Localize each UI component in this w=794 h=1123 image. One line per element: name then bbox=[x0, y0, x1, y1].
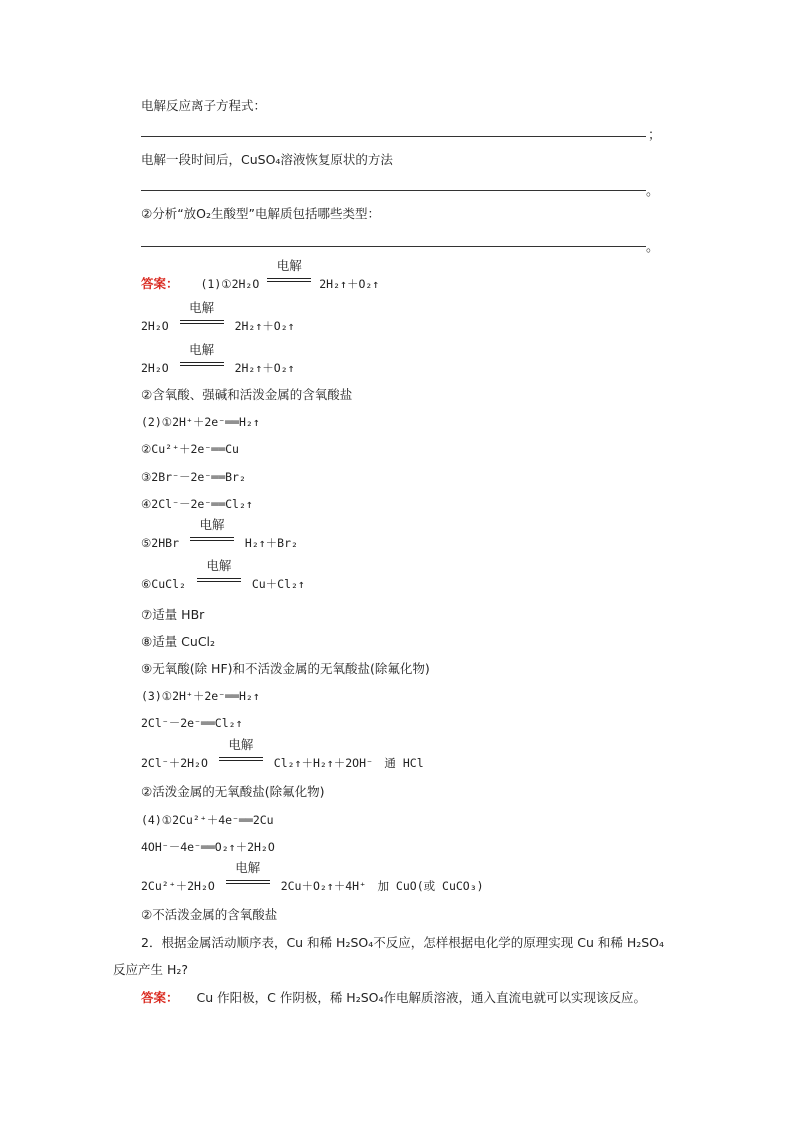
answer-line: 4OH⁻－4e⁻══O₂↑＋2H₂O bbox=[141, 840, 275, 854]
answer-line: ⑥CuCl₂ 电解 Cu＋Cl₂↑ bbox=[141, 558, 305, 591]
answer-blank-line bbox=[141, 190, 646, 191]
punctuation-period: 。 bbox=[646, 240, 660, 255]
answer-line: ⑦适量 HBr bbox=[141, 607, 205, 622]
answer-line: ②Cu²⁺＋2e⁻══Cu bbox=[141, 442, 239, 456]
answer-label: 答案： bbox=[141, 276, 179, 291]
answer-blank-line bbox=[141, 136, 646, 137]
electrolysis-condition: 电解 bbox=[180, 314, 224, 330]
answer-line: ⑨无氧酸(除 HF)和不活泼金属的无氧酸盐(除氟化物) bbox=[141, 661, 430, 676]
answer-line: ②活泼金属的无氧酸盐(除氟化物) bbox=[141, 784, 325, 799]
question-2-answer bbox=[141, 990, 646, 1006]
answer-text: Cu 作阳极，C 作阴极，稀 H₂SO₄作电解质溶液，通入直流电就可以实现该反应。 bbox=[196, 990, 646, 1005]
electrolysis-ion-equation-label: 电解反应离子方程式： bbox=[141, 98, 267, 113]
answer-blank-line bbox=[141, 246, 646, 247]
electrolysis-condition: 电解 bbox=[197, 572, 241, 588]
answer-line: ⑧适量 CuCl₂ bbox=[141, 634, 216, 649]
electrolysis-condition: 电解 bbox=[190, 531, 234, 547]
answer-line: 2Cl⁻－2e⁻══Cl₂↑ bbox=[141, 716, 243, 730]
analyze-o2-acid-type-label: ②分析“放O₂生酸型”电解质包括哪些类型： bbox=[141, 206, 381, 221]
answer-line: (4)①2Cu²⁺＋4e⁻══2Cu bbox=[141, 813, 274, 827]
restore-method-label: 电解一段时间后，CuSO₄溶液恢复原状的方法 bbox=[141, 152, 393, 167]
punctuation-period: 。 bbox=[646, 184, 660, 199]
answer-line: ②含氧酸、强碱和活泼金属的含氧酸盐 bbox=[141, 387, 353, 402]
equation-right: 2H₂↑＋O₂↑ bbox=[319, 277, 380, 291]
answer-line: 2H₂O 电解 2H₂↑＋O₂↑ bbox=[141, 342, 295, 375]
electrolysis-condition: 电解 bbox=[267, 272, 311, 288]
punctuation-semicolon: ； bbox=[648, 128, 662, 143]
answer-line: (3)①2H⁺＋2e⁻══H₂↑ bbox=[141, 689, 260, 703]
answer-line: ③2Br⁻－2e⁻══Br₂ bbox=[141, 470, 246, 484]
answer-line: ②不活泼金属的含氧酸盐 bbox=[141, 907, 278, 922]
equation-left: (1)①2H₂O bbox=[200, 277, 260, 291]
question-2-text: 2．根据金属活动顺序表，Cu 和稀 H₂SO₄不反应，怎样根据电化学的原理实现 Cu 和稀 H₂SO₄ bbox=[141, 935, 665, 950]
answer-line: 2Cl⁻＋2H₂O 电解 Cl₂↑＋H₂↑＋2OH⁻ 通 HCl bbox=[141, 737, 424, 770]
answer-line: (2)①2H⁺＋2e⁻══H₂↑ bbox=[141, 415, 260, 429]
answer-label: 答案： bbox=[141, 990, 179, 1005]
answer-line: ⑤2HBr 电解 H₂↑＋Br₂ bbox=[141, 517, 298, 550]
answer-line: ④2Cl⁻－2e⁻══Cl₂↑ bbox=[141, 497, 253, 511]
answer-line: 2H₂O 电解 2H₂↑＋O₂↑ bbox=[141, 300, 295, 333]
question-2-text-cont: 反应产生 H₂? bbox=[113, 962, 189, 977]
electrolysis-condition: 电解 bbox=[219, 751, 263, 767]
electrolysis-condition: 电解 bbox=[180, 356, 224, 372]
electrolysis-condition: 电解 bbox=[226, 874, 270, 890]
answer-line: 2Cu²⁺＋2H₂O 电解 2Cu＋O₂↑＋4H⁺ 加 CuO(或 CuCO₃) bbox=[141, 860, 484, 893]
answer-line bbox=[141, 258, 380, 292]
